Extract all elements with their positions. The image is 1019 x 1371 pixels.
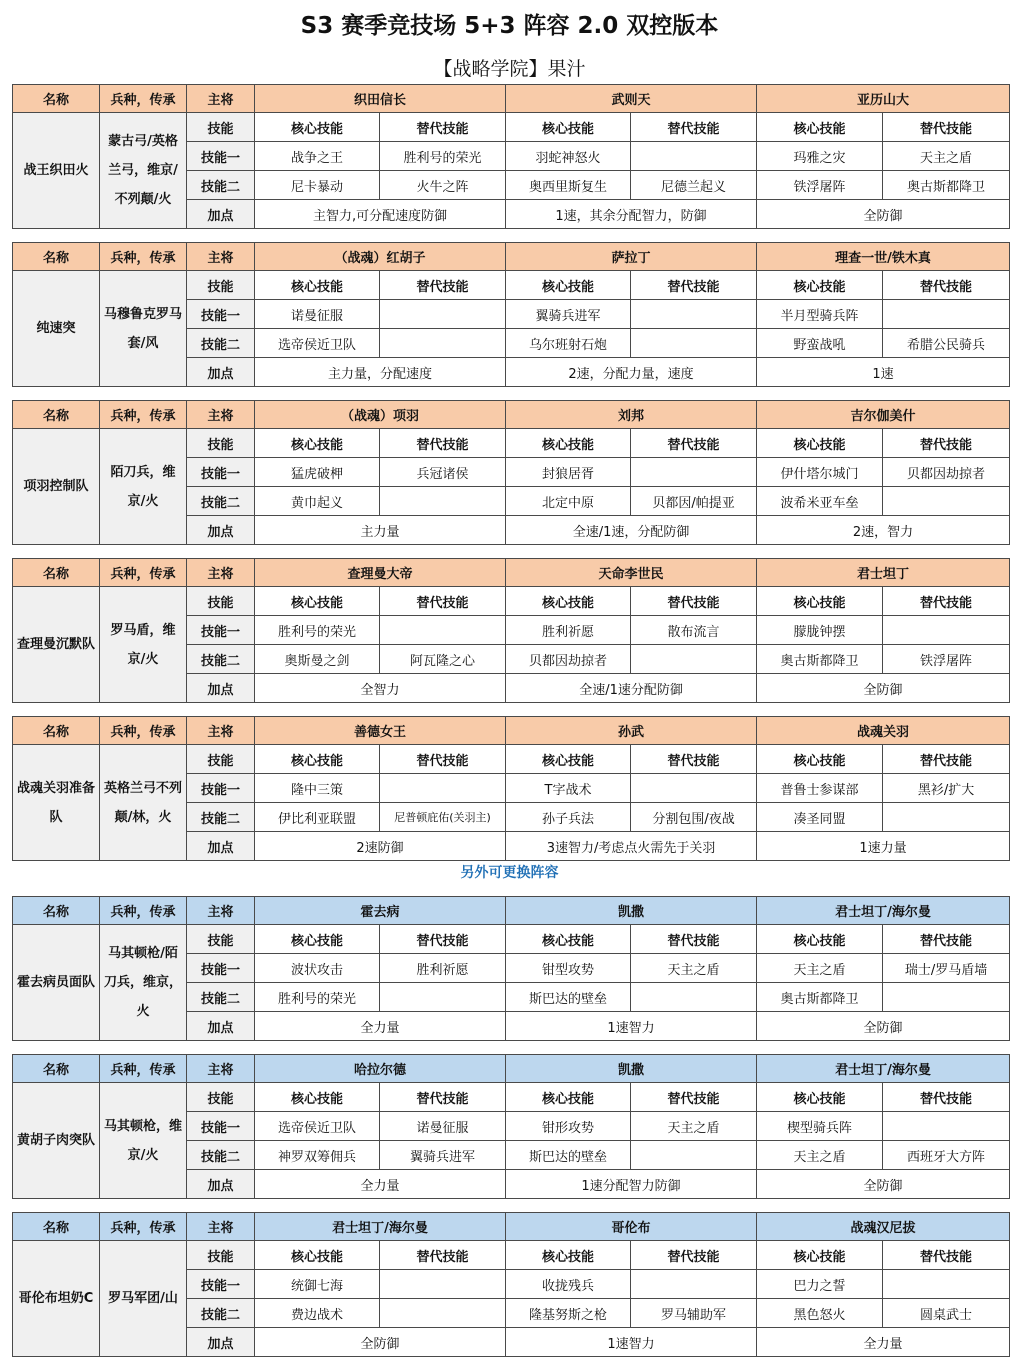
- lineup-name: 纯速突: [13, 271, 100, 387]
- skill-two-alt: [380, 1299, 506, 1328]
- core-skill-header: 核心技能: [255, 1241, 380, 1270]
- skill-one-label: 技能一: [187, 142, 255, 171]
- points-label: 加点: [187, 200, 255, 229]
- general-name: 霍去病: [255, 897, 506, 925]
- skill-header-row: [13, 1241, 1010, 1270]
- alt-skill-header: 替代技能: [631, 1241, 757, 1270]
- skill-two-label: 技能二: [187, 329, 255, 358]
- skill-one-alt: 黑衫/扩大: [883, 774, 1010, 803]
- general-name: 查理曼大帝: [255, 559, 506, 587]
- skill-one-core: 翼骑兵进军: [506, 300, 631, 329]
- skill-label: 技能: [187, 271, 255, 300]
- skill-one-alt: [631, 142, 757, 171]
- name-header: 名称: [13, 401, 100, 429]
- general-name: 哈拉尔德: [255, 1055, 506, 1083]
- skill-two-label: 技能二: [187, 487, 255, 516]
- alternate-lineups-heading: 另外可更换阵容: [460, 865, 559, 881]
- skill-one-core: 伊什塔尔城门: [757, 458, 883, 487]
- skill-one-alt: [631, 458, 757, 487]
- skill-one-core: 隆中三策: [255, 774, 380, 803]
- general-points: 全速/1速分配防御: [506, 674, 757, 703]
- alt-skill-header: 替代技能: [380, 113, 506, 142]
- lineup-name: 黄胡子肉突队: [13, 1083, 100, 1199]
- general-points: 1速智力: [506, 1328, 757, 1357]
- alt-skill-header: 替代技能: [883, 587, 1010, 616]
- lineup-table: [12, 896, 1010, 1041]
- lineup-name: 查理曼沉默队: [13, 587, 100, 703]
- skill-two-core: 野蛮战吼: [757, 329, 883, 358]
- skill-one-alt: [380, 300, 506, 329]
- lineup-table: [12, 1212, 1010, 1357]
- alt-skill-header: 替代技能: [883, 113, 1010, 142]
- skill-one-alt: [631, 1270, 757, 1299]
- alt-skill-header: 替代技能: [631, 271, 757, 300]
- skill-two-alt: 尼德兰起义: [631, 171, 757, 200]
- general-name: 亚历山大: [757, 85, 1010, 113]
- name-header: 名称: [13, 1055, 100, 1083]
- skill-one-core: 战争之王: [255, 142, 380, 171]
- general-points: 全速/1速，分配防御: [506, 516, 757, 545]
- core-skill-header: 核心技能: [757, 271, 883, 300]
- skill-one-label: 技能一: [187, 1270, 255, 1299]
- core-skill-header: 核心技能: [757, 587, 883, 616]
- skill-two-alt: 贝都因/帕提亚: [631, 487, 757, 516]
- skill-one-core: 巴力之誓: [757, 1270, 883, 1299]
- skill-two-label: 技能二: [187, 983, 255, 1012]
- skill-one-alt: [380, 774, 506, 803]
- general-points: 全力量: [757, 1328, 1010, 1357]
- lineup-header-row: [13, 1055, 1010, 1083]
- alt-skill-header: 替代技能: [380, 1241, 506, 1270]
- skill-one-alt: [883, 616, 1010, 645]
- skill-one-label: 技能一: [187, 300, 255, 329]
- skill-two-core: 乌尔班射石炮: [506, 329, 631, 358]
- alt-skill-header: 替代技能: [883, 1241, 1010, 1270]
- general-name: 天命李世民: [506, 559, 757, 587]
- skill-one-core: 封狼居胥: [506, 458, 631, 487]
- general-name: 善德女王: [255, 717, 506, 745]
- lineup-troop: 罗马军团/山: [100, 1241, 187, 1357]
- skill-one-core: 选帝侯近卫队: [255, 1112, 380, 1141]
- lineup-troop: 马其顿枪，维京/火: [100, 1083, 187, 1199]
- troop-header: 兵种，传承: [100, 401, 187, 429]
- skill-two-alt: 铁浮屠阵: [883, 645, 1010, 674]
- general-header: 主将: [187, 1055, 255, 1083]
- general-points: 1速，其余分配智力，防御: [506, 200, 757, 229]
- alt-skill-header: 替代技能: [380, 925, 506, 954]
- lineup-header-row: [13, 1213, 1010, 1241]
- skill-one-core: 羽蛇神怒火: [506, 142, 631, 171]
- skill-one-alt: [883, 1112, 1010, 1141]
- skill-label: 技能: [187, 113, 255, 142]
- skill-one-core: 收拢残兵: [506, 1270, 631, 1299]
- alt-skill-header: 替代技能: [883, 1083, 1010, 1112]
- name-header: 名称: [13, 717, 100, 745]
- core-skill-header: 核心技能: [255, 1083, 380, 1112]
- skill-two-label: 技能二: [187, 645, 255, 674]
- alt-skill-header: 替代技能: [631, 587, 757, 616]
- skill-two-core: 奥古斯都降卫: [757, 645, 883, 674]
- name-header: 名称: [13, 85, 100, 113]
- skill-two-core: 斯巴达的壁垒: [506, 983, 631, 1012]
- lineup-name: 项羽控制队: [13, 429, 100, 545]
- skill-header-row: [13, 1083, 1010, 1112]
- skill-two-core: 天主之盾: [757, 1141, 883, 1170]
- skill-one-core: 普鲁士参谋部: [757, 774, 883, 803]
- skill-two-alt: [631, 1141, 757, 1170]
- points-label: 加点: [187, 1328, 255, 1357]
- core-skill-header: 核心技能: [255, 271, 380, 300]
- skill-two-alt: [380, 983, 506, 1012]
- general-points: 全智力: [255, 674, 506, 703]
- general-name: 凯撒: [506, 1055, 757, 1083]
- skill-one-core: 钳形攻势: [506, 1112, 631, 1141]
- skill-two-alt: 圆桌武士: [883, 1299, 1010, 1328]
- skill-two-alt: 西班牙大方阵: [883, 1141, 1010, 1170]
- skill-two-core: 北定中原: [506, 487, 631, 516]
- skill-two-alt: [380, 487, 506, 516]
- skill-two-alt: [883, 983, 1010, 1012]
- general-name: 哥伦布: [506, 1213, 757, 1241]
- skill-two-core: 费边战术: [255, 1299, 380, 1328]
- general-header: 主将: [187, 1213, 255, 1241]
- troop-header: 兵种，传承: [100, 243, 187, 271]
- skill-two-core: 奥西里斯复生: [506, 171, 631, 200]
- skill-one-alt: [883, 300, 1010, 329]
- core-skill-header: 核心技能: [255, 429, 380, 458]
- skill-two-core: 铁浮屠阵: [757, 171, 883, 200]
- skill-one-alt: [631, 774, 757, 803]
- skill-two-core: 波希米亚车垒: [757, 487, 883, 516]
- skill-two-core: 胜利号的荣光: [255, 983, 380, 1012]
- general-points: 2速，分配力量，速度: [506, 358, 757, 387]
- skill-two-core: 奥斯曼之剑: [255, 645, 380, 674]
- skill-label: 技能: [187, 925, 255, 954]
- skill-two-label: 技能二: [187, 171, 255, 200]
- lineup-troop: 陌刀兵，维京/火: [100, 429, 187, 545]
- skill-two-core: 孙子兵法: [506, 803, 631, 832]
- general-points: 2速，智力: [757, 516, 1010, 545]
- skill-two-alt: 希腊公民骑兵: [883, 329, 1010, 358]
- skill-one-alt: 天主之盾: [631, 954, 757, 983]
- skill-label: 技能: [187, 1241, 255, 1270]
- alt-skill-header: 替代技能: [631, 925, 757, 954]
- skill-two-core: 黑色怒火: [757, 1299, 883, 1328]
- lineup-table: [12, 716, 1010, 861]
- skill-two-alt: 罗马辅助军: [631, 1299, 757, 1328]
- skill-two-label: 技能二: [187, 803, 255, 832]
- name-header: 名称: [13, 1213, 100, 1241]
- lineup-troop: 罗马盾，维京/火: [100, 587, 187, 703]
- skill-two-core: 尼卡暴动: [255, 171, 380, 200]
- skill-header-row: [13, 745, 1010, 774]
- general-points: 全防御: [757, 1170, 1010, 1199]
- lineup-troop: 马穆鲁克罗马套/风: [100, 271, 187, 387]
- skill-two-alt: [631, 329, 757, 358]
- skill-one-core: 楔型骑兵阵: [757, 1112, 883, 1141]
- alt-skill-header: 替代技能: [631, 113, 757, 142]
- alt-skill-header: 替代技能: [380, 587, 506, 616]
- skill-header-row: [13, 587, 1010, 616]
- alt-skill-header: 替代技能: [883, 429, 1010, 458]
- alt-skill-header: 替代技能: [380, 745, 506, 774]
- general-points: 主智力,可分配速度防御: [255, 200, 506, 229]
- core-skill-header: 核心技能: [255, 113, 380, 142]
- lineup-header-row: [13, 897, 1010, 925]
- general-points: 2速防御: [255, 832, 506, 861]
- skill-one-alt: [631, 300, 757, 329]
- points-label: 加点: [187, 1170, 255, 1199]
- page-title: S3 赛季竞技场 5+3 阵容 2.0 双控版本: [300, 13, 719, 39]
- lineup-header-row: [13, 401, 1010, 429]
- general-name: 战魂关羽: [757, 717, 1010, 745]
- core-skill-header: 核心技能: [757, 429, 883, 458]
- general-name: 武则天: [506, 85, 757, 113]
- troop-header: 兵种，传承: [100, 1055, 187, 1083]
- skill-header-row: [13, 271, 1010, 300]
- skill-one-core: 天主之盾: [757, 954, 883, 983]
- skill-two-alt: 阿瓦隆之心: [380, 645, 506, 674]
- general-name: 吉尔伽美什: [757, 401, 1010, 429]
- core-skill-header: 核心技能: [506, 587, 631, 616]
- general-name: 萨拉丁: [506, 243, 757, 271]
- skill-one-core: 半月型骑兵阵: [757, 300, 883, 329]
- troop-header: 兵种，传承: [100, 897, 187, 925]
- points-label: 加点: [187, 516, 255, 545]
- general-name: 刘邦: [506, 401, 757, 429]
- general-header: 主将: [187, 559, 255, 587]
- skill-one-core: 诺曼征服: [255, 300, 380, 329]
- skill-two-core: 斯巴达的壁垒: [506, 1141, 631, 1170]
- points-label: 加点: [187, 674, 255, 703]
- points-label: 加点: [187, 358, 255, 387]
- core-skill-header: 核心技能: [757, 925, 883, 954]
- skill-one-core: 统御七海: [255, 1270, 380, 1299]
- general-points: 全力量: [255, 1012, 506, 1041]
- skill-one-core: T字战术: [506, 774, 631, 803]
- lineup-table: [12, 1054, 1010, 1199]
- lineup-header-row: [13, 717, 1010, 745]
- general-points: 全防御: [757, 674, 1010, 703]
- core-skill-header: 核心技能: [757, 745, 883, 774]
- skill-two-alt: [380, 329, 506, 358]
- name-header: 名称: [13, 897, 100, 925]
- core-skill-header: 核心技能: [506, 745, 631, 774]
- skill-two-core: 伊比利亚联盟: [255, 803, 380, 832]
- alt-skill-header: 替代技能: [380, 429, 506, 458]
- skill-one-core: 玛雅之灾: [757, 142, 883, 171]
- general-points: 1速: [757, 358, 1010, 387]
- skill-one-label: 技能一: [187, 1112, 255, 1141]
- general-header: 主将: [187, 243, 255, 271]
- skill-one-alt: [380, 1270, 506, 1299]
- general-name: 理查一世/铁木真: [757, 243, 1010, 271]
- lineup-table: [12, 558, 1010, 703]
- alt-skill-header: 替代技能: [631, 745, 757, 774]
- general-points: 3速智力/考虑点火需先于关羽: [506, 832, 757, 861]
- skill-one-alt: 散布流言: [631, 616, 757, 645]
- lineup-header-row: [13, 243, 1010, 271]
- alt-skill-header: 替代技能: [883, 271, 1010, 300]
- general-points: 全防御: [757, 1012, 1010, 1041]
- core-skill-header: 核心技能: [757, 113, 883, 142]
- alt-skill-header: 替代技能: [883, 925, 1010, 954]
- core-skill-header: 核心技能: [506, 113, 631, 142]
- skill-one-core: 朦胧钟摆: [757, 616, 883, 645]
- core-skill-header: 核心技能: [506, 271, 631, 300]
- skill-two-core: 神罗双筹佣兵: [255, 1141, 380, 1170]
- skill-header-row: [13, 925, 1010, 954]
- core-skill-header: 核心技能: [506, 1083, 631, 1112]
- core-skill-header: 核心技能: [506, 1241, 631, 1270]
- points-label: 加点: [187, 832, 255, 861]
- core-skill-header: 核心技能: [506, 429, 631, 458]
- general-name: 战魂汉尼拔: [757, 1213, 1010, 1241]
- skill-two-alt: 翼骑兵进军: [380, 1141, 506, 1170]
- alt-skill-header: 替代技能: [380, 271, 506, 300]
- core-skill-header: 核心技能: [757, 1241, 883, 1270]
- troop-header: 兵种，传承: [100, 717, 187, 745]
- lineup-header-row: [13, 85, 1010, 113]
- general-points: 1速力量: [757, 832, 1010, 861]
- skill-one-alt: 瑞士/罗马盾墙: [883, 954, 1010, 983]
- core-skill-header: 核心技能: [255, 925, 380, 954]
- skill-one-alt: 胜利号的荣光: [380, 142, 506, 171]
- lineup-name: 哥伦布坦奶C: [13, 1241, 100, 1357]
- skill-one-core: 胜利号的荣光: [255, 616, 380, 645]
- general-points: 主力量，分配速度: [255, 358, 506, 387]
- core-skill-header: 核心技能: [506, 925, 631, 954]
- skill-label: 技能: [187, 429, 255, 458]
- skill-two-label: 技能二: [187, 1141, 255, 1170]
- skill-label: 技能: [187, 1083, 255, 1112]
- skill-two-core: 选帝侯近卫队: [255, 329, 380, 358]
- lineup-header-row: [13, 559, 1010, 587]
- skill-one-alt: 兵冠诸侯: [380, 458, 506, 487]
- skill-one-core: 猛虎破柙: [255, 458, 380, 487]
- skill-one-label: 技能一: [187, 458, 255, 487]
- general-name: 君士坦丁/海尔曼: [757, 897, 1010, 925]
- core-skill-header: 核心技能: [255, 745, 380, 774]
- lineup-troop: 英格兰弓不列颠/林，火: [100, 745, 187, 861]
- skill-two-alt: 火牛之阵: [380, 171, 506, 200]
- lineup-table: [12, 84, 1010, 229]
- skill-two-alt: [883, 487, 1010, 516]
- skill-two-alt: 分割包围/夜战: [631, 803, 757, 832]
- skill-two-core: 黄巾起义: [255, 487, 380, 516]
- skill-one-alt: 天主之盾: [883, 142, 1010, 171]
- general-name: 织田信长: [255, 85, 506, 113]
- alt-skill-header: 替代技能: [631, 429, 757, 458]
- skill-two-alt: [883, 803, 1010, 832]
- skill-one-label: 技能一: [187, 616, 255, 645]
- general-name: （战魂）红胡子: [255, 243, 506, 271]
- skill-one-core: 钳型攻势: [506, 954, 631, 983]
- skill-one-alt: [380, 616, 506, 645]
- skill-two-core: 贝都因劫掠者: [506, 645, 631, 674]
- skill-one-alt: 诺曼征服: [380, 1112, 506, 1141]
- skill-two-alt: 尼普顿庇佑(关羽主): [380, 803, 506, 832]
- skill-one-core: 胜利祈愿: [506, 616, 631, 645]
- lineup-table: [12, 242, 1010, 387]
- skill-two-core: 隆基努斯之枪: [506, 1299, 631, 1328]
- skill-two-core: 奥古斯都降卫: [757, 983, 883, 1012]
- troop-header: 兵种，传承: [100, 1213, 187, 1241]
- general-points: 全防御: [757, 200, 1010, 229]
- alt-skill-header: 替代技能: [883, 745, 1010, 774]
- skill-one-alt: 天主之盾: [631, 1112, 757, 1141]
- name-header: 名称: [13, 243, 100, 271]
- name-header: 名称: [13, 559, 100, 587]
- general-points: 全力量: [255, 1170, 506, 1199]
- skill-two-label: 技能二: [187, 1299, 255, 1328]
- troop-header: 兵种，传承: [100, 559, 187, 587]
- skill-one-core: 波状攻击: [255, 954, 380, 983]
- general-name: 君士坦丁/海尔曼: [757, 1055, 1010, 1083]
- lineup-table: [12, 400, 1010, 545]
- core-skill-header: 核心技能: [757, 1083, 883, 1112]
- general-header: 主将: [187, 85, 255, 113]
- general-name: 凯撒: [506, 897, 757, 925]
- core-skill-header: 核心技能: [255, 587, 380, 616]
- lineup-name: 霍去病员面队: [13, 925, 100, 1041]
- general-points: 主力量: [255, 516, 506, 545]
- general-points: 1速分配智力防御: [506, 1170, 757, 1199]
- general-name: 君士坦丁: [757, 559, 1010, 587]
- skill-label: 技能: [187, 745, 255, 774]
- points-label: 加点: [187, 1012, 255, 1041]
- skill-one-alt: 贝都因劫掠者: [883, 458, 1010, 487]
- general-header: 主将: [187, 401, 255, 429]
- general-name: 君士坦丁/海尔曼: [255, 1213, 506, 1241]
- general-header: 主将: [187, 897, 255, 925]
- general-name: （战魂）项羽: [255, 401, 506, 429]
- general-header: 主将: [187, 717, 255, 745]
- general-points: 1速智力: [506, 1012, 757, 1041]
- skill-two-core: 凑圣同盟: [757, 803, 883, 832]
- skill-header-row: [13, 113, 1010, 142]
- troop-header: 兵种，传承: [100, 85, 187, 113]
- alt-skill-header: 替代技能: [380, 1083, 506, 1112]
- skill-one-alt: 胜利祈愿: [380, 954, 506, 983]
- lineup-troop: 马其顿枪/陌刀兵，维京，火: [100, 925, 187, 1041]
- skill-header-row: [13, 429, 1010, 458]
- skill-one-label: 技能一: [187, 774, 255, 803]
- general-name: 孙武: [506, 717, 757, 745]
- skill-one-alt: [883, 1270, 1010, 1299]
- general-points: 全防御: [255, 1328, 506, 1357]
- lineup-troop: 蒙古弓/英格兰弓，维京/不列颠/火: [100, 113, 187, 229]
- skill-two-alt: [631, 645, 757, 674]
- skill-label: 技能: [187, 587, 255, 616]
- skill-two-alt: 奥古斯都降卫: [883, 171, 1010, 200]
- skill-two-alt: [631, 983, 757, 1012]
- lineup-name: 战魂关羽准备队: [13, 745, 100, 861]
- alt-skill-header: 替代技能: [631, 1083, 757, 1112]
- page-subtitle: 【战略学院】果汁: [433, 58, 586, 80]
- lineup-name: 战王织田火: [13, 113, 100, 229]
- skill-one-label: 技能一: [187, 954, 255, 983]
